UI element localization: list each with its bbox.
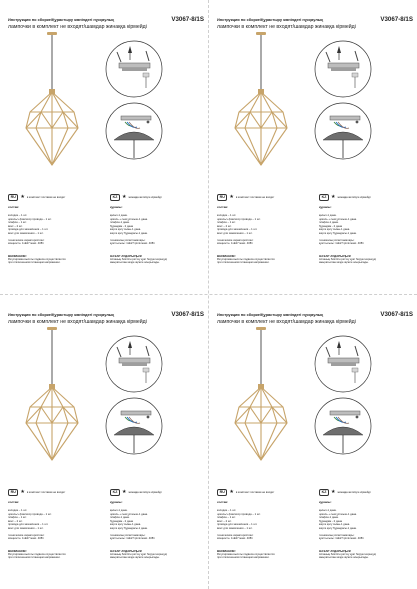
kz-item: қалып-1 дана. [110, 509, 128, 512]
kz-warning-title: НАЗАР АУДАРЫҢЫЗ! [110, 253, 143, 258]
ru-spec-value: мощность: 1xE27 макс. 40Вт [217, 537, 253, 541]
ru-item: провода для заземления – 1 шт. [217, 523, 258, 527]
ru-warning-text: при отключенном питающем напряжении. [217, 261, 270, 265]
ru-item: винт – 2 шт. [8, 224, 23, 228]
ru-note: в комплект поставки не входит [235, 196, 275, 199]
kz-warning-text: Аспаның биіктігін реттеу қуат беруші кернеуді [110, 257, 167, 261]
card-header [8, 311, 204, 325]
kz-item: плафон-1 дана. [319, 516, 339, 520]
star-icon: ★ [121, 489, 127, 495]
lang-row-ru [8, 194, 102, 201]
ru-warning-text: Регулировка высоты подвеса осуществляется [8, 552, 66, 556]
kz-warning-text: ажыратылған кезде жүзеге асырылады. [319, 556, 369, 560]
ru-item: цоколь/+ фиксатор провода – 1 шт. [217, 217, 261, 221]
pendant-lamp-illustration [223, 32, 299, 168]
kz-item: бұрандам - 2 дана [110, 224, 133, 228]
kz-spec-title: техникалық сипаттамалары: [319, 533, 355, 537]
kz-note: жинаққа жеткізуге кірмейді [337, 491, 371, 494]
ru-warning-title: ВНИМАНИЕ! [217, 253, 236, 258]
column-ru [217, 194, 311, 265]
kz-spec-value: қуаттылығы: 1xE27 ірілік макс. 40Вт [319, 242, 364, 246]
ru-section-title: состав: [217, 205, 229, 209]
kz-spec-value: қуаттылығы: 1xE27 ірілік макс. 40Вт [319, 537, 364, 541]
kz-item: жерге қосу сымы-1 дана. [319, 228, 351, 232]
star-icon: ★ [20, 194, 25, 200]
kz-item: бұрандам - 2 дана [319, 519, 342, 523]
kz-spec-title: техникалық сипаттамалары: [110, 238, 146, 242]
instruction-card [211, 2, 415, 292]
ru-warning-text: при отключенном питающем напряжении. [8, 556, 61, 560]
ceiling-canopy [47, 32, 57, 35]
ru-item: винт – 2 шт. [217, 224, 232, 228]
ceiling-bracket [330, 116, 360, 120]
model-number: V3067-8/1S [171, 311, 204, 318]
ru-language-badge: RU [217, 194, 227, 201]
column-kz [110, 194, 204, 265]
kz-item: цоколь + сым ұстағыш-1 дана. [110, 217, 148, 221]
ru-item: винт для заземления – 1 шт. [8, 526, 44, 530]
kz-item: жерге қосу сымы-1 дана. [319, 523, 351, 527]
ceiling-bracket [330, 411, 360, 415]
ru-item: колодка – 1 шт. [217, 214, 237, 217]
instruction-columns [217, 489, 413, 560]
wiring-connection-diagram [314, 397, 372, 455]
lang-row-ru [217, 194, 311, 201]
instruction-columns [217, 194, 413, 265]
card-header [8, 16, 204, 30]
mounting-bracket [119, 63, 150, 71]
ru-warning-text: Регулировка высоты подвеса осуществляется [217, 257, 275, 261]
kz-language-badge: KZ [110, 194, 120, 201]
mounting-plate-diagram [105, 335, 163, 393]
kz-section-title: құрамы: [319, 205, 332, 209]
ru-item: винт для заземления – 1 шт. [8, 231, 44, 235]
title-kz: лампочки в комплект не входят/шамдар жинаққа кірмейді [217, 319, 356, 325]
kz-spec-value: қуаттылығы: 1xE27 ірілік макс. 40Вт [110, 537, 155, 541]
ru-section-title: состав: [8, 500, 20, 504]
ru-note: в комплект поставки не входит [26, 196, 66, 199]
kz-warning-text: Аспаның биіктігін реттеу қуат беруші кернеуді [319, 257, 376, 261]
mounting-bracket [119, 358, 150, 366]
ru-warning-text: Регулировка высоты подвеса осуществляется [8, 257, 66, 261]
pendant-lamp-illustration [14, 327, 90, 463]
star-icon: ★ [121, 194, 127, 200]
star-icon: ★ [229, 194, 234, 200]
geometric-cage [235, 387, 287, 460]
kz-section-title: құрамы: [110, 500, 123, 504]
ru-item: плафон – 1 шт. [217, 221, 236, 225]
kz-warning-text: ажыратылған кезде жүзеге асырылады. [110, 261, 160, 265]
ground-screw [356, 416, 359, 419]
lang-row-kz [110, 194, 204, 201]
ru-item: плафон – 1 шт. [217, 516, 236, 520]
kz-spec-title: техникалық сипаттамалары: [110, 533, 146, 537]
geometric-cage [235, 92, 287, 165]
card-header [217, 311, 413, 325]
kz-item: плафон-1 дана. [319, 221, 339, 225]
kz-warning-title: НАЗАР АУДАРЫҢЫЗ! [319, 253, 352, 258]
ru-item: плафон – 1 шт. [8, 516, 27, 520]
kz-item: цоколь + сым ұстағыш-1 дана. [319, 217, 357, 221]
ru-warning-text: при отключенном питающем напряжении. [217, 556, 270, 560]
pendant-lamp-illustration [223, 327, 299, 463]
ru-item: цоколь/+ фиксатор провода – 1 шт. [8, 512, 52, 516]
kz-item: қалып-1 дана. [319, 509, 337, 512]
mounting-plate-diagram [105, 40, 163, 98]
wiring-connection-diagram [105, 397, 163, 455]
pendant-lamp-illustration [14, 32, 90, 168]
ru-note: в комплект поставки не входит [235, 491, 275, 494]
mounting-bracket [328, 63, 359, 71]
kz-warning-title: НАЗАР АУДАРЫҢЫЗ! [319, 548, 352, 553]
ru-language-badge: RU [8, 489, 18, 496]
ru-spec-title: технические характеристики: [217, 533, 254, 537]
ground-screw [147, 121, 150, 124]
ru-item: колодка – 1 шт. [8, 509, 28, 512]
kz-note: жинаққа жеткізуге кірмейді [128, 196, 162, 199]
kz-item: жерге қосу бұрандасы-1 дана. [110, 231, 148, 235]
kz-item: жерге қосу сымы-1 дана. [110, 523, 142, 527]
ru-warning-text: Регулировка высоты подвеса осуществляется [217, 552, 275, 556]
column-ru [8, 489, 102, 560]
kz-language-badge: KZ [319, 489, 329, 496]
ru-warning-title: ВНИМАНИЕ! [8, 253, 27, 258]
ru-section-title: состав: [217, 500, 229, 504]
ru-item: винт для заземления – 1 шт. [217, 526, 253, 530]
column-ru [8, 194, 102, 265]
title-kz: лампочки в комплект не входят/шамдар жинаққа кірмейді [8, 24, 147, 30]
lang-row-kz [110, 489, 204, 496]
model-number: V3067-8/1S [171, 16, 204, 23]
star-icon: ★ [330, 489, 336, 495]
instruction-columns [8, 194, 204, 265]
kz-item: жерге қосу бұрандасы-1 дана. [319, 231, 357, 235]
kz-note: жинаққа жеткізуге кірмейді [128, 491, 162, 494]
ru-language-badge: RU [8, 194, 18, 201]
kz-item: жерге қосу сымы-1 дана. [110, 228, 142, 232]
column-kz [110, 489, 204, 560]
kz-item: цоколь + сым ұстағыш-1 дана. [319, 512, 357, 516]
kz-item: бұрандам - 2 дана [110, 519, 133, 523]
kz-language-badge: KZ [110, 489, 120, 496]
card-header [217, 16, 413, 30]
ru-spec-value: мощность: 1xE27 макс. 40Вт [217, 242, 253, 246]
ceiling-canopy [47, 327, 57, 330]
column-ru [217, 489, 311, 560]
mounting-plate-diagram [314, 335, 372, 393]
model-number: V3067-8/1S [380, 16, 413, 23]
lang-row-kz [319, 489, 413, 496]
ru-section-title: состав: [8, 205, 20, 209]
ru-item: провода для заземления – 1 шт. [8, 523, 49, 527]
kz-language-badge: KZ [319, 194, 329, 201]
title-kz: лампочки в комплект не входят/шамдар жинаққа кірмейді [8, 319, 147, 325]
kz-item: бұрандам - 2 дана [319, 224, 342, 228]
star-icon: ★ [20, 489, 25, 495]
wiring-connection-diagram [105, 102, 163, 160]
star-icon: ★ [330, 194, 336, 200]
ru-item: провода для заземления – 1 шт. [217, 228, 258, 232]
instruction-columns [8, 489, 204, 560]
mounting-bracket [328, 358, 359, 366]
title-ru: Инструкция по сборке/Құрастыру жөніндегі нұсқаулық [217, 17, 324, 22]
kz-item: жерге қосу бұрандасы-1 дана. [319, 526, 357, 530]
mounting-plate-diagram [314, 40, 372, 98]
ru-language-badge: RU [217, 489, 227, 496]
ru-item: провода для заземления – 1 шт. [8, 228, 49, 232]
instruction-card [2, 2, 206, 292]
ru-item: винт – 2 шт. [8, 519, 23, 523]
kz-item: жерге қосу бұрандасы-1 дана. [110, 526, 148, 530]
lang-row-ru [217, 489, 311, 496]
ru-item: цоколь/+ фиксатор провода – 1 шт. [217, 512, 261, 516]
kz-item: цоколь + сым ұстағыш-1 дана. [110, 512, 148, 516]
kz-item: плафон-1 дана. [110, 516, 130, 520]
title-ru: Инструкция по сборке/Құрастыру жөніндегі нұсқаулық [8, 312, 115, 317]
ground-screw [147, 416, 150, 419]
kz-warning-text: Аспаның биіктігін реттеу қуат беруші кернеуді [110, 552, 167, 556]
ru-item: колодка – 1 шт. [8, 214, 28, 217]
ru-warning-text: при отключенном питающем напряжении. [8, 261, 61, 265]
kz-warning-text: Аспаның биіктігін реттеу қуат беруші кернеуді [319, 552, 376, 556]
kz-section-title: құрамы: [319, 500, 332, 504]
kz-item: қалып-1 дана. [319, 214, 337, 217]
kz-spec-value: қуаттылығы: 1xE27 ірілік макс. 40Вт [110, 242, 155, 246]
ru-warning-title: ВНИМАНИЕ! [217, 548, 236, 553]
ru-item: цоколь/+ фиксатор провода – 1 шт. [8, 217, 52, 221]
title-ru: Инструкция по сборке/Құрастыру жөніндегі нұсқаулық [8, 17, 115, 22]
kz-spec-title: техникалық сипаттамалары: [319, 238, 355, 242]
ru-note: в комплект поставки не входит [26, 491, 66, 494]
model-number: V3067-8/1S [380, 311, 413, 318]
kz-section-title: құрамы: [110, 205, 123, 209]
ru-spec-value: мощность: 1xE27 макс. 40Вт [8, 537, 44, 541]
ru-item: винт – 2 шт. [217, 519, 232, 523]
ru-spec-title: технические характеристики: [8, 238, 45, 242]
ru-spec-title: технические характеристики: [217, 238, 254, 242]
kz-warning-text: ажыратылған кезде жүзеге асырылады. [319, 261, 369, 265]
column-kz [319, 489, 413, 560]
instruction-card [2, 297, 206, 587]
vertical-cut-line [208, 0, 209, 589]
kz-item: плафон-1 дана. [110, 221, 130, 225]
lang-row-ru [8, 489, 102, 496]
title-kz: лампочки в комплект не входят/шамдар жинаққа кірмейді [217, 24, 356, 30]
title-ru: Инструкция по сборке/Құрастыру жөніндегі нұсқаулық [217, 312, 324, 317]
ground-screw [356, 121, 359, 124]
ru-item: колодка – 1 шт. [217, 509, 237, 512]
kz-warning-text: ажыратылған кезде жүзеге асырылады. [110, 556, 160, 560]
ru-item: винт для заземления – 1 шт. [217, 231, 253, 235]
ceiling-bracket [121, 411, 151, 415]
ceiling-canopy [256, 32, 266, 35]
geometric-cage [26, 387, 78, 460]
geometric-cage [26, 92, 78, 165]
kz-note: жинаққа жеткізуге кірмейді [337, 196, 371, 199]
kz-item: қалып-1 дана. [110, 214, 128, 217]
wiring-connection-diagram [314, 102, 372, 160]
lang-row-kz [319, 194, 413, 201]
ru-item: плафон – 1 шт. [8, 221, 27, 225]
star-icon: ★ [229, 489, 234, 495]
column-kz [319, 194, 413, 265]
ru-warning-title: ВНИМАНИЕ! [8, 548, 27, 553]
ceiling-bracket [121, 116, 151, 120]
ceiling-canopy [256, 327, 266, 330]
instruction-card [211, 297, 415, 587]
kz-warning-title: НАЗАР АУДАРЫҢЫЗ! [110, 548, 143, 553]
ru-spec-value: мощность: 1xE27 макс. 40Вт [8, 242, 44, 246]
ru-spec-title: технические характеристики: [8, 533, 45, 537]
